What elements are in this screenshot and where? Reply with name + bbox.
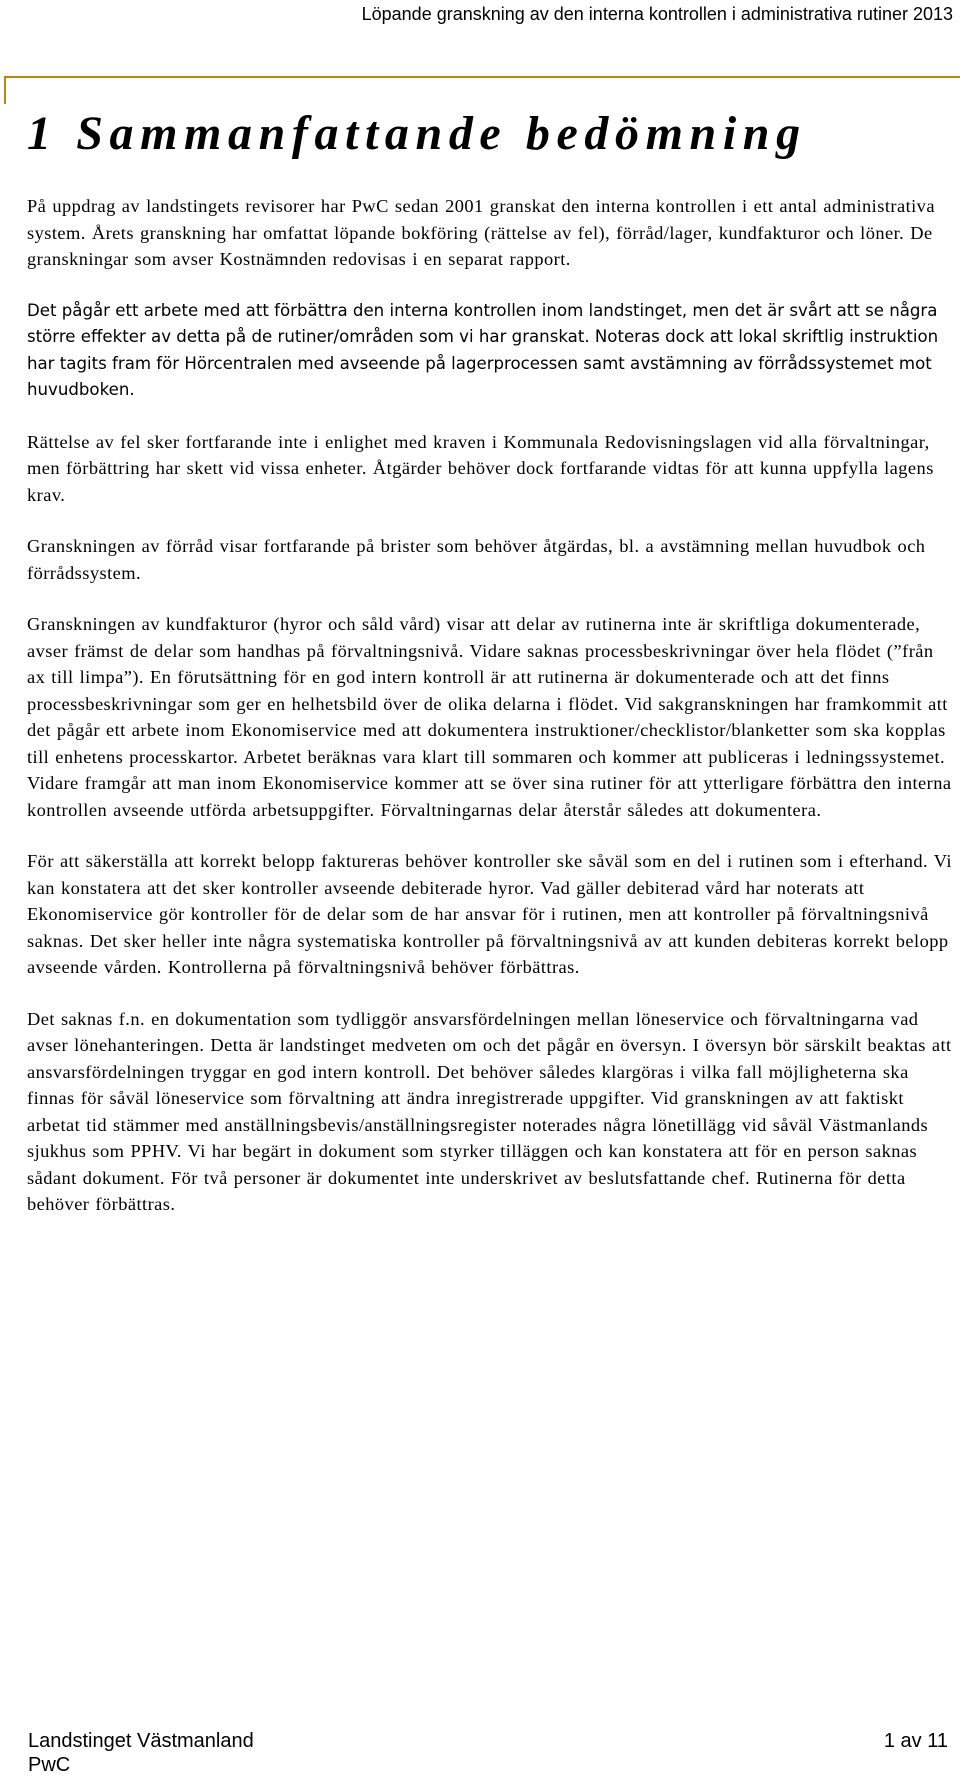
paragraph-error-correction: Rättelse av fel sker fortfarande inte i enlighet med kraven i Kommunala Redovisningslagen vid alla förvaltningar, men förbättring har skett vid vissa enheter. Åtgärder behöver dock fortfarande vidtas för att kunna uppfylla lagens krav. xyxy=(27,431,934,505)
header-rule xyxy=(4,76,960,78)
footer-organization: Landstinget Västmanland xyxy=(28,1730,254,1752)
footer-page-indicator: 1 av 11 xyxy=(883,1730,948,1752)
paragraph-inventory: Granskningen av förråd visar fortfarande på brister som behöver åtgärdas, bl. a avstämning mellan huvudbok och förrådssystem. xyxy=(27,536,926,583)
paragraph-intro: På uppdrag av landstingets revisorer har PwC sedan 2001 granskat den interna kontrollen i ett antal administrativa system. Årets granskning har omfattat löpande bokföring (rättelse av fel), förråd/lager, kundfakturor och löner. De granskningar som avser Kostnämnden redovisas i en separat rapport. xyxy=(27,196,935,269)
paragraph-customer-invoices: Granskningen av kundfakturor (hyror och såld vård) visar att delar av rutinerna inte är skriftliga dokumenterade, avser främst de delar som handhas på förvaltningsnivå. Vidare saknas processbeskrivningar över hela flödet (”från ax till limpa”). En förutsättning för en god intern kontroll är att rutinerna är dokumenterade och att det finns processbeskrivningar som ger en helhetsbild över de olika delarna i flödet. Vid sakgranskningen har framkommit att det pågår ett arbete inom Ekonomiservice med att dokumentera instruktioner/checklistor/blanketter som ska kopplas till enhetens processkartor. Arbetet beräknas vara klart till sommaren och kommer att publiceras i ledningssystemet. Vidare framgår att man inom Ekonomiservice kommer att se över sina rutiner för att ytterligare förbättra den interna kontrollen avseende utförda arbetsuppgifter. Förvaltningarnas delar återstår således att dokumentera. xyxy=(27,614,952,820)
body-text xyxy=(27,193,957,1243)
paragraph-internal-control: Det pågår ett arbete med att förbättra den interna kontrollen inom landstinget, men det är svårt att se några större effekter av detta på de rutiner/områden som vi har granskat. Noteras dock att lokal skriftlig instruktion har tagits fram för Hörcentralen med avseende på lagerprocessen samt avstämning av förrådssystemet mot huvudboken. xyxy=(27,300,939,399)
page-header-title: Löpande granskning av den interna kontrollen i administrativa rutiner 2013 xyxy=(361,4,953,24)
header-rule-corner xyxy=(4,76,6,104)
page-footer xyxy=(28,1729,948,1777)
section-heading: 1 Sammanfattande bedömning xyxy=(27,107,807,160)
footer-author: PwC xyxy=(28,1754,71,1776)
paragraph-payroll: Det saknas f.n. en dokumentation som tydliggör ansvarsfördelningen mellan löneservice och förvaltningarna vad avser lönehanteringen. Detta är landstinget medveten om och det pågår en översyn. I översyn bör särskilt beaktas att ansvarsfördelningen tryggar en god intern kontroll. Det behöver således klargöras i vilka fall möjligheterna ska finnas för såväl löneservice som förvaltning att ändra inregistrerade uppgifter. Vid granskningen av att faktiskt arbetat tid stämmer med anställningsbevis/anställningsregister noterades några lönetillägg vid såväl Västmanlands sjukhus som PPHV. Vi har begärt in dokument som styrker tilläggen och kan konstatera att för en person saknas sådant dokument. För två personer är dokumentet inte underskrivet av beslutsfattande chef. Rutinerna för detta behöver förbättras. xyxy=(27,1008,952,1214)
paragraph-invoice-controls: För att säkerställa att korrekt belopp faktureras behöver kontroller ske såväl som en del i rutinen som i efterhand. Vi kan konstatera att det sker kontroller avseende debiterade hyror. Vad gäller debiterad vård har noterats att Ekonomiservice gör kontroller för de delar som de har ansvar för i rutinen, men att kontroller på förvaltningsnivå saknas. Det sker heller inte några systematiska kontroller på förvaltningsnivå av att kunden debiteras korrekt belopp avseende vården. Kontrollerna på förvaltningsnivå behöver förbättras. xyxy=(27,851,952,977)
